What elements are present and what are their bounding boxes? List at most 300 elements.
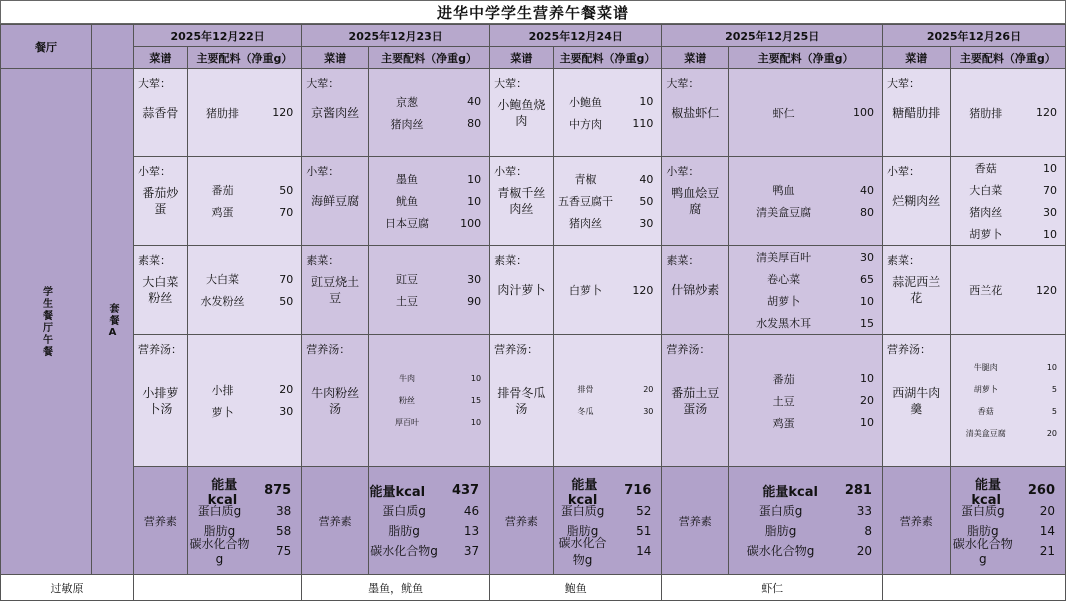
ingredient-qty: 30 [467, 272, 482, 286]
dish-cell [134, 246, 188, 335]
allergy-label: 过敏原 [1, 575, 134, 601]
nutrient-label: 营养素 [490, 467, 554, 575]
ingredient-row [188, 201, 302, 223]
ingredient-row [369, 412, 489, 434]
category-label: 营养汤： [494, 343, 539, 356]
ingredient-name: 排骨 [577, 385, 594, 394]
ingredient-row [554, 190, 662, 212]
ingredient-name: 大白菜 [205, 273, 239, 286]
ingredient-row [951, 379, 1065, 401]
nutrient-value: 58 [275, 523, 292, 538]
category-label: 小荤： [138, 165, 171, 178]
dish-cell [662, 69, 729, 157]
dish-cell [882, 157, 950, 246]
ingredient-qty: 10 [1046, 363, 1057, 372]
nutrient-row-protein [554, 501, 662, 521]
ingredient-row [554, 113, 662, 135]
ingredients-cell [187, 69, 302, 157]
dish-name: 大白菜粉丝 [142, 275, 179, 305]
ingredient-row [951, 179, 1065, 201]
dish-name: 椒盐虾仁 [671, 105, 720, 120]
nutrient-name: 蛋白质g [197, 504, 242, 518]
ingredient-row [729, 412, 882, 434]
category-label: 大荤： [494, 77, 528, 90]
ingredient-name: 鸡蛋 [211, 206, 234, 219]
dish-name: 豇豆烧土豆 [311, 275, 360, 305]
ingredient-qty: 5 [1051, 407, 1057, 416]
ingredient-qty: 65 [859, 272, 874, 286]
nutrition-values [729, 467, 883, 575]
ingredients-cell [369, 246, 490, 335]
dish-name: 小排萝卜汤 [142, 385, 179, 416]
nutrient-value: 20 [1039, 503, 1055, 518]
ingredient-qty: 10 [859, 372, 874, 385]
nutrient-name: 蛋白质g [382, 504, 426, 518]
ingredients-cell [187, 335, 302, 467]
dish-cell [662, 246, 729, 335]
nutrient-name: 碳水化合物g [746, 544, 815, 558]
dish-cell [882, 246, 950, 335]
ingredient-qty: 10 [470, 374, 482, 383]
category-label: 小荤： [666, 165, 700, 178]
col-header-dish: 菜谱 [490, 47, 554, 69]
dish-cell [302, 157, 369, 246]
nutrient-value: 437 [451, 483, 480, 498]
nutrient-value: 51 [636, 523, 652, 538]
nutrient-name: 脂肪g [966, 524, 999, 538]
day-date-header: 2025年12月23日 [302, 25, 490, 47]
ingredient-qty: 30 [643, 407, 654, 416]
ingredient-row [369, 190, 489, 212]
nutrient-row-energy [729, 481, 882, 501]
ingredient-name: 中方肉 [569, 117, 602, 131]
category-label: 营养汤： [886, 343, 931, 356]
ingredient-name: 土豆 [396, 295, 419, 308]
dish-cell [662, 157, 729, 246]
ingredient-qty: 70 [1043, 183, 1057, 197]
nutrient-value: 52 [636, 503, 652, 518]
ingredient-row [188, 179, 302, 201]
ingredients-cell [187, 246, 302, 335]
category-label: 小荤： [494, 165, 528, 178]
ingredient-row [951, 102, 1065, 124]
dish-name: 蒜泥西兰花 [892, 275, 941, 305]
ingredients-cell [553, 157, 662, 246]
nutrient-name: 脂肪g [566, 524, 599, 538]
ingredient-qty: 15 [470, 396, 482, 405]
ingredient-name: 小排 [211, 383, 234, 397]
col-header-ingredients: 主要配料（净重g） [729, 47, 883, 69]
ingredient-name: 京葱 [396, 95, 419, 109]
ingredient-name: 小鲍鱼 [569, 95, 602, 109]
category-label: 营养汤： [138, 343, 182, 356]
dish-cell [882, 335, 950, 467]
nutrient-name: 蛋白质g [560, 504, 605, 518]
col-header-dish: 菜谱 [134, 47, 188, 69]
ingredient-row [951, 423, 1065, 445]
ingredient-name: 日本豆腐 [385, 217, 430, 230]
nutrient-name: 能量kcal [971, 477, 1001, 508]
nutrient-row-energy [554, 477, 662, 508]
nutrient-value: 75 [275, 543, 292, 558]
ingredient-name: 番茄 [211, 184, 234, 197]
nutrient-row-protein [188, 501, 302, 521]
nutrient-value: 716 [624, 483, 652, 498]
ingredient-row [951, 223, 1065, 245]
category-label: 素菜： [494, 254, 528, 267]
ingredient-name: 牛肉 [399, 374, 416, 383]
ingredient-name: 西兰花 [969, 284, 1003, 297]
dish-cell [302, 69, 369, 157]
ingredients-cell [950, 246, 1065, 335]
ingredient-name: 猪肉丝 [569, 217, 602, 230]
sheet-title: 进华中学学生营养午餐菜谱 [0, 0, 1066, 24]
ingredient-qty: 100 [852, 106, 874, 119]
category-label: 素菜： [306, 254, 340, 267]
nutrient-row-protein [369, 501, 489, 521]
ingredient-row [369, 368, 489, 390]
nutrient-name: 脂肪g [764, 524, 797, 538]
nutrient-value: 21 [1039, 543, 1055, 558]
ingredient-name: 猪肉丝 [969, 206, 1003, 219]
dish-name: 小鲍鱼烧肉 [497, 97, 546, 128]
ingredient-name: 猪肉丝 [390, 117, 424, 131]
category-label: 大荤： [666, 77, 700, 90]
ingredient-name: 粉丝 [399, 396, 416, 405]
nutrient-name: 碳水化合物g [370, 544, 438, 558]
ingredient-name: 大白菜 [969, 184, 1003, 197]
ingredient-name: 清美厚百叶 [756, 251, 812, 264]
ingredient-name: 清美盒豆腐 [965, 429, 1006, 438]
ingredient-qty: 100 [460, 216, 482, 230]
ingredient-qty: 10 [1043, 161, 1057, 175]
dish-cell [302, 335, 369, 467]
dish-name: 糖醋肋排 [892, 105, 941, 120]
ingredient-qty: 10 [467, 172, 482, 186]
ingredients-cell [950, 69, 1065, 157]
menu-table [0, 24, 1066, 601]
nutrient-row-protein [729, 501, 882, 521]
category-label: 素菜： [138, 254, 171, 267]
ingredient-name: 水发黑木耳 [756, 317, 812, 330]
nutrient-value: 8 [864, 523, 872, 538]
nutrition-values [553, 467, 662, 575]
ingredient-qty: 10 [470, 418, 482, 427]
ingredient-name: 萝卜 [211, 405, 234, 419]
nutrient-value: 875 [264, 483, 292, 498]
ingredient-row [951, 401, 1065, 423]
ingredient-name: 牛腿肉 [973, 363, 998, 372]
col-header-ingredients: 主要配料（净重g） [187, 47, 302, 69]
day-date-header: 2025年12月24日 [490, 25, 662, 47]
set-label-cell [92, 69, 134, 575]
ingredient-name: 香菇 [974, 162, 997, 175]
ingredient-qty: 30 [639, 216, 654, 230]
ingredient-qty: 10 [859, 294, 874, 308]
ingredient-qty: 20 [859, 394, 874, 407]
ingredient-qty: 20 [279, 383, 294, 396]
col-header-dish: 菜谱 [882, 47, 950, 69]
ingredient-qty: 15 [859, 316, 874, 330]
ingredient-row [369, 290, 489, 312]
ingredient-qty: 50 [279, 294, 294, 308]
nutrition-values [369, 467, 490, 575]
ingredient-name: 厚百叶 [395, 418, 420, 427]
nutrient-row-energy [188, 477, 302, 508]
ingredient-qty: 10 [467, 194, 482, 208]
ingredient-row [188, 102, 302, 124]
ingredient-qty: 10 [859, 416, 874, 429]
ingredient-qty: 40 [859, 183, 874, 197]
ingredient-name: 胡萝卜 [767, 295, 801, 308]
ingredient-name: 卷心菜 [767, 273, 801, 286]
allergy-value [134, 575, 302, 601]
ingredient-row [729, 268, 882, 290]
nutrient-value: 20 [856, 543, 872, 558]
ingredient-row [729, 246, 882, 268]
ingredient-row [729, 102, 882, 124]
ingredient-name: 青椒 [574, 173, 597, 186]
ingredient-name: 番茄 [772, 372, 795, 386]
ingredient-row [729, 179, 882, 201]
ingredient-row [369, 91, 489, 113]
category-label: 小荤： [306, 165, 340, 178]
ingredient-name: 鸡蛋 [772, 416, 795, 430]
nutrient-row-energy [369, 481, 489, 501]
ingredients-cell [187, 157, 302, 246]
nutrient-name: 能量kcal [207, 477, 238, 508]
category-label: 素菜： [666, 254, 700, 267]
ingredient-row [369, 390, 489, 412]
ingredient-name: 墨鱼 [396, 173, 419, 186]
ingredient-qty: 30 [859, 250, 874, 264]
category-label: 素菜： [886, 254, 920, 267]
ingredient-row [188, 268, 302, 290]
nutrient-name: 碳水化合物g [952, 537, 1013, 566]
nutrient-name: 脂肪g [203, 524, 236, 538]
dish-cell [134, 69, 188, 157]
nutrient-row-carb [188, 537, 302, 566]
ingredient-qty: 10 [639, 95, 654, 108]
nutrient-name: 蛋白质g [758, 504, 803, 518]
ingredient-name: 胡萝卜 [973, 385, 998, 394]
ingredient-qty: 20 [1046, 429, 1057, 438]
category-label: 小荤： [886, 165, 920, 178]
category-label: 营养汤： [666, 343, 711, 356]
ingredient-name: 胡萝卜 [969, 228, 1003, 241]
ingredient-name: 香菇 [977, 407, 994, 416]
side-label-cell [1, 69, 92, 575]
nutrient-name: 脂肪g [388, 524, 420, 538]
nutrient-row-energy [951, 477, 1065, 508]
nutrient-name: 碳水化合物g [189, 537, 250, 566]
nutrient-value: 38 [275, 503, 292, 518]
category-label: 大荤： [138, 77, 171, 90]
canteen-blank [92, 25, 134, 69]
ingredient-row [729, 290, 882, 312]
ingredient-name: 豇豆 [396, 273, 419, 286]
category-label: 大荤： [886, 77, 920, 90]
nutrient-row-carb [369, 541, 489, 561]
nutrient-value: 13 [463, 523, 480, 538]
ingredient-name: 土豆 [772, 394, 795, 408]
dish-name: 什锦炒素 [671, 283, 720, 297]
ingredients-cell [729, 157, 883, 246]
canteen-label: 餐厅 [1, 25, 92, 69]
dish-name: 鸭血烩豆腐 [671, 186, 720, 216]
dish-cell [882, 69, 950, 157]
dish-name: 蒜香骨 [142, 105, 179, 120]
dish-name: 海鲜豆腐 [311, 194, 360, 208]
ingredient-qty: 10 [1043, 227, 1057, 241]
dish-name: 西湖牛肉羹 [892, 385, 941, 416]
ingredients-cell [729, 335, 883, 467]
nutrient-name: 能量kcal [567, 477, 598, 508]
nutrient-value: 37 [463, 543, 480, 558]
ingredients-cell [369, 69, 490, 157]
ingredient-qty: 30 [1043, 205, 1057, 219]
ingredient-name: 猪肋排 [205, 106, 239, 120]
ingredient-name: 猪肋排 [969, 106, 1003, 120]
ingredients-cell [729, 246, 883, 335]
ingredient-name: 五香豆腐干 [558, 195, 613, 208]
ingredient-qty: 120 [1036, 283, 1057, 297]
dish-name: 烂糊肉丝 [892, 194, 941, 208]
nutrient-label: 营养素 [134, 467, 188, 575]
nutrient-row-carb [729, 541, 882, 561]
nutrient-label: 营养素 [662, 467, 729, 575]
nutrient-name: 蛋白质g [960, 504, 1005, 518]
dish-name: 排骨冬瓜汤 [497, 385, 546, 416]
nutrient-row-carb [554, 535, 662, 567]
ingredient-qty: 40 [467, 95, 482, 108]
ingredients-cell [553, 246, 662, 335]
nutrient-value: 14 [636, 543, 652, 558]
ingredient-qty: 120 [1036, 106, 1057, 119]
ingredient-row [188, 401, 302, 423]
day-date-header: 2025年12月25日 [662, 25, 883, 47]
ingredient-row [554, 168, 662, 190]
dish-name: 青椒千丝肉丝 [497, 186, 546, 216]
ingredient-row [729, 201, 882, 223]
ingredients-cell [553, 69, 662, 157]
ingredient-qty: 120 [632, 283, 654, 297]
nutrient-value: 260 [1027, 483, 1055, 498]
nutrient-row-fat [729, 521, 882, 541]
dish-cell [490, 246, 554, 335]
col-header-ingredients: 主要配料（净重g） [950, 47, 1065, 69]
ingredient-qty: 120 [272, 106, 294, 119]
ingredient-name: 白萝卜 [569, 284, 602, 297]
ingredient-qty: 50 [279, 183, 294, 197]
dish-cell [490, 69, 554, 157]
nutrient-label: 营养素 [302, 467, 369, 575]
ingredient-qty: 40 [639, 172, 654, 186]
ingredient-name: 鸭血 [772, 184, 795, 197]
dish-name: 牛肉粉丝汤 [311, 385, 360, 416]
ingredient-qty: 80 [467, 117, 482, 130]
ingredient-row [554, 279, 662, 301]
ingredient-qty: 70 [279, 272, 294, 286]
category-label: 营养汤： [306, 343, 351, 356]
ingredient-row [369, 168, 489, 190]
ingredient-row [554, 91, 662, 113]
ingredient-row [951, 357, 1065, 379]
ingredient-qty: 5 [1051, 385, 1057, 394]
nutrient-row-protein [951, 501, 1065, 521]
day-date-header: 2025年12月22日 [134, 25, 302, 47]
ingredient-qty: 80 [859, 205, 874, 219]
ingredient-name: 清美盒豆腐 [756, 206, 812, 219]
ingredient-qty: 110 [632, 117, 654, 130]
allergy-value [882, 575, 1065, 601]
dish-cell [662, 335, 729, 467]
category-label: 大荤： [306, 77, 340, 90]
ingredient-row [369, 268, 489, 290]
ingredient-name: 虾仁 [772, 106, 795, 120]
ingredients-cell [729, 69, 883, 157]
ingredient-row [554, 379, 662, 401]
ingredient-row [729, 390, 882, 412]
ingredient-row [188, 379, 302, 401]
nutrient-name: 碳水化合物g [558, 535, 607, 567]
nutrient-value: 14 [1039, 523, 1055, 538]
col-header-ingredients: 主要配料（净重g） [553, 47, 662, 69]
nutrient-name: 能量kcal [762, 485, 818, 500]
dish-cell [490, 157, 554, 246]
ingredients-cell [369, 335, 490, 467]
dish-name: 番茄炒蛋 [142, 186, 179, 216]
ingredients-cell [950, 335, 1065, 467]
ingredient-qty: 50 [639, 194, 654, 208]
dish-cell [134, 157, 188, 246]
ingredient-row [369, 113, 489, 135]
ingredient-qty: 20 [643, 385, 654, 394]
nutrition-values [187, 467, 302, 575]
nutrient-value: 33 [856, 503, 872, 518]
dish-cell [134, 335, 188, 467]
ingredients-cell [553, 335, 662, 467]
ingredient-row [188, 290, 302, 312]
ingredient-row [951, 201, 1065, 223]
nutrient-value: 46 [463, 503, 480, 518]
ingredient-qty: 30 [279, 405, 294, 418]
ingredient-name: 水发粉丝 [200, 295, 245, 308]
side-label: 学生餐厅午餐 [40, 285, 52, 358]
dish-name: 番茄土豆蛋汤 [671, 385, 720, 416]
nutrition-values [950, 467, 1065, 575]
nutrient-name: 能量kcal [369, 485, 426, 500]
allergy-value: 虾仁 [662, 575, 883, 601]
day-date-header: 2025年12月26日 [882, 25, 1065, 47]
col-header-ingredients: 主要配料（净重g） [369, 47, 490, 69]
ingredient-qty: 70 [279, 205, 294, 219]
ingredient-name: 冬瓜 [577, 407, 594, 416]
ingredients-cell [950, 157, 1065, 246]
allergy-value: 鲍鱼 [490, 575, 662, 601]
ingredient-qty: 90 [467, 294, 482, 308]
ingredients-cell [369, 157, 490, 246]
ingredient-row [951, 157, 1065, 179]
nutrient-value: 281 [844, 483, 872, 498]
ingredient-row [554, 401, 662, 423]
dish-name: 肉汁萝卜 [497, 283, 546, 297]
col-header-dish: 菜谱 [302, 47, 369, 69]
dish-cell [302, 246, 369, 335]
nutrient-row-carb [951, 537, 1065, 566]
nutrient-row-fat [369, 521, 489, 541]
col-header-dish: 菜谱 [662, 47, 729, 69]
